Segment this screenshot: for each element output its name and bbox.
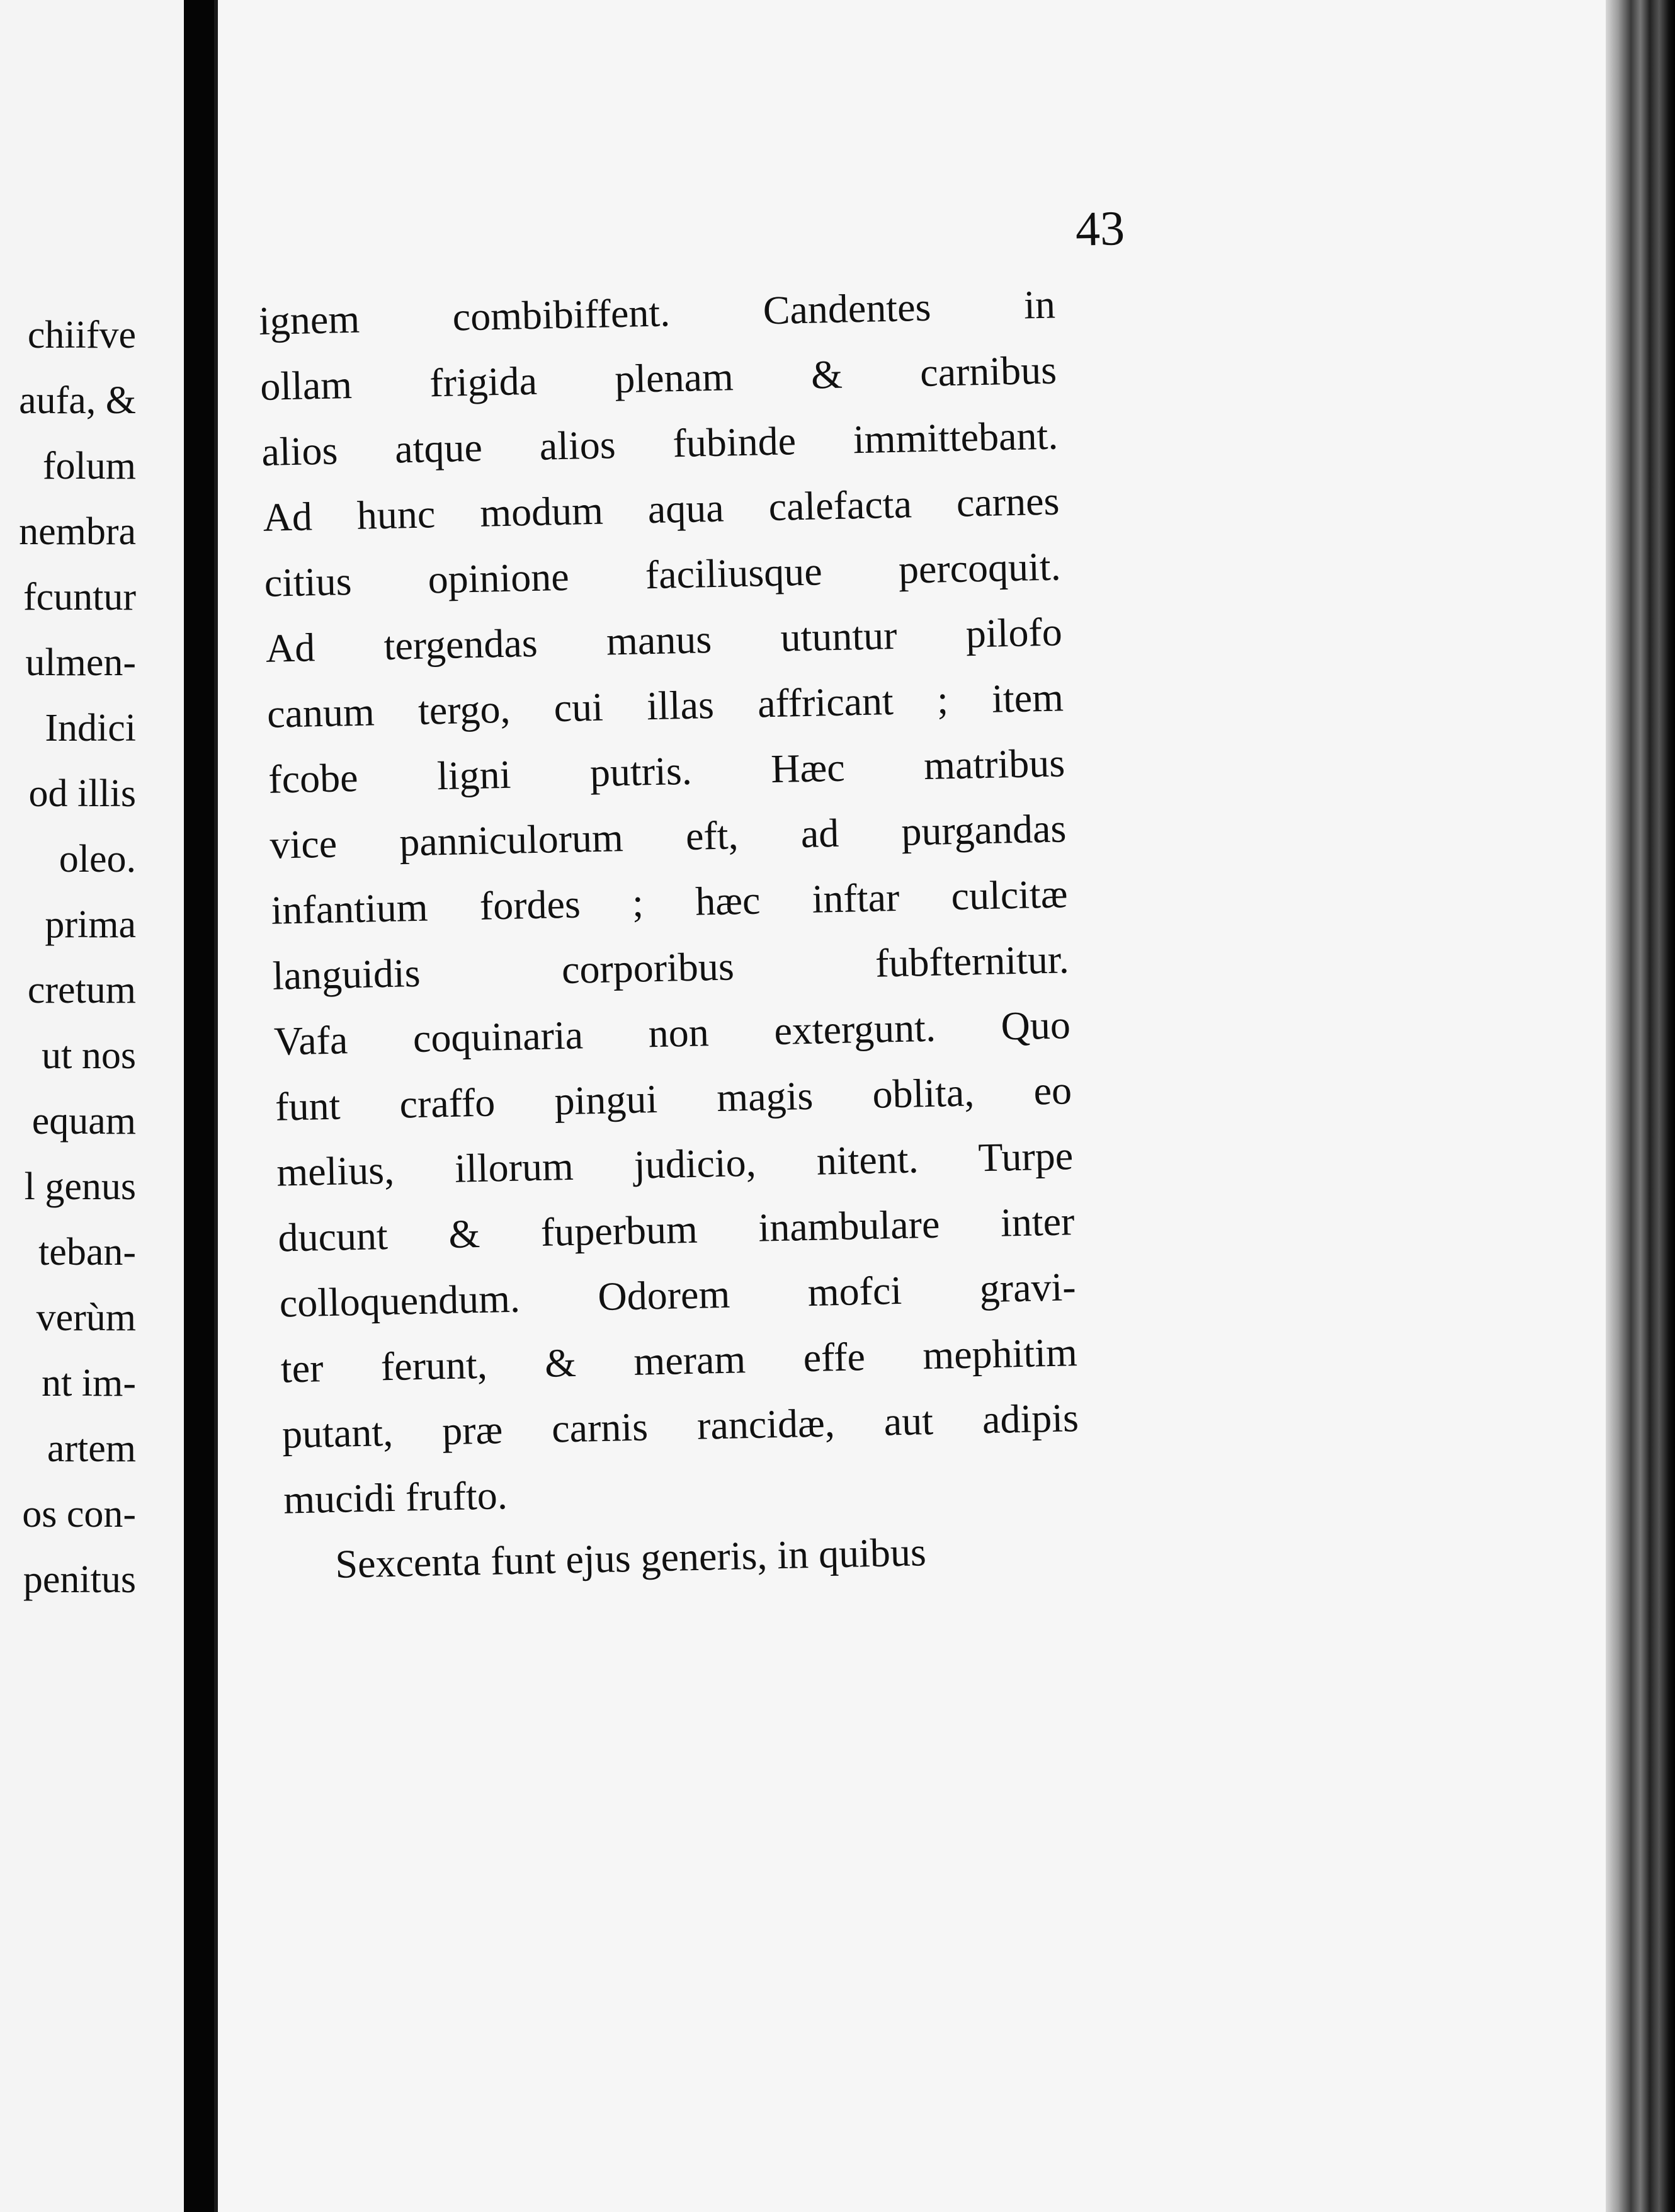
text-line: ollam frigida plenam & carnibus [259,347,1057,409]
text-fragment: artem [47,1427,136,1470]
text-fragment: equam [31,1100,136,1143]
text-line: fcobe ligni putris. Hæc matribus [268,740,1065,802]
paragraph-first-line: Sexcenta funt ejus generis, in quibus [334,1529,927,1587]
text-line: ter ferunt, & meram effe mephitim [280,1330,1078,1391]
book-gutter [184,0,214,2212]
text-line: languidis corporibus fubfternitur. [272,937,1070,998]
text-line: citius opinione faciliusque percoquit. [264,544,1062,605]
text-fragment: verùm [36,1296,136,1339]
text-fragment: ulmen- [25,641,136,684]
page-edge-stack [1606,0,1675,2212]
text-fragment: fcuntur [23,576,136,619]
text-line: mucidi frufto. [283,1473,508,1522]
text-fragment: od illis [28,772,136,815]
previous-page [0,0,184,2212]
text-fragment: aufa, & [19,379,136,422]
text-fragment: l genus [24,1165,136,1208]
text-line: melius, illorum judicio, nitent. Turpe [276,1133,1074,1195]
text-fragment: nembra [19,510,136,553]
text-line: Ad hunc modum aqua calefacta carnes [262,478,1060,540]
text-fragment: nt im- [42,1362,136,1405]
text-fragment: cretum [27,969,136,1012]
current-page [214,0,1606,2212]
page-body-text [258,272,1082,1599]
text-line: ducunt & fuperbum inambulare inter [277,1199,1076,1260]
previous-page-text [19,302,136,1612]
text-fragment: os con- [22,1493,136,1536]
text-fragment: oleo. [59,838,136,881]
text-fragment: prima [45,903,136,946]
text-line: Ad tergendas manus utuntur pilofo [265,609,1063,671]
text-line: canum tergo, cui illas affricant ; item [266,675,1064,736]
text-fragment: penitus [23,1558,136,1601]
page-number: 43 [1075,200,1125,256]
text-fragment: Indici [45,707,136,750]
text-fragment: folum [42,445,136,487]
text-line: funt craffo pingui magis oblita, eo [275,1068,1072,1129]
text-fragment: chiifve [27,314,136,356]
text-line: ignem combibiffent. Candentes in [258,282,1056,343]
text-fragment: ut nos [42,1034,136,1077]
text-line: vice panniculorum eft, ad purgandas [269,806,1067,867]
text-line: colloquendum. Odorem mofci gravi- [279,1264,1077,1326]
text-line: alios atque alios fubinde immittebant. [261,413,1059,474]
text-line: infantium fordes ; hæc inftar culcitæ [270,871,1069,933]
text-fragment: teban- [38,1231,136,1274]
text-line: Vafa coquinaria non extergunt. Quo [273,1002,1071,1064]
text-line: putant, præ carnis rancidæ, aut adipis [281,1395,1079,1457]
